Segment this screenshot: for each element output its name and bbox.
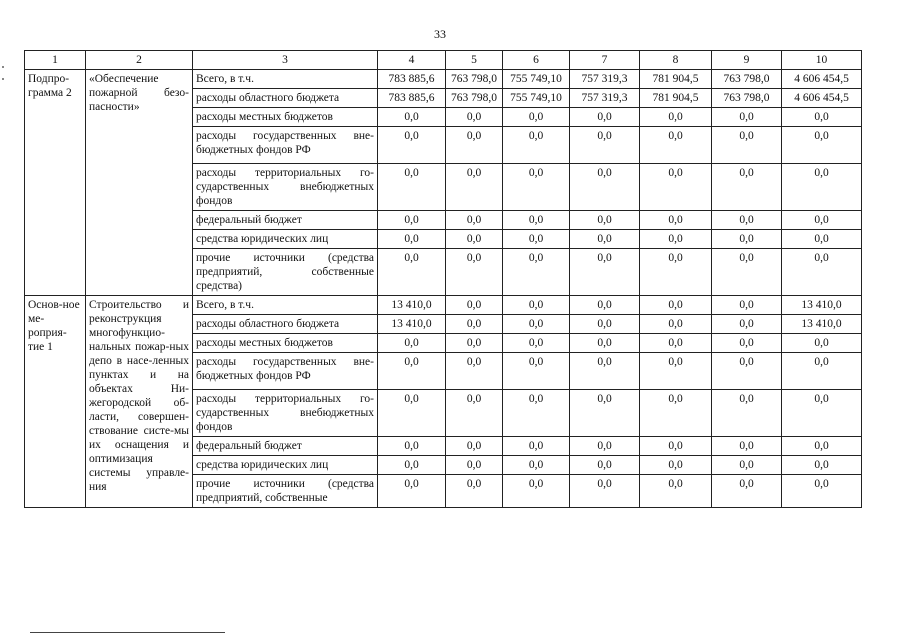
- value-cell: 0,0: [446, 390, 503, 437]
- program-name-cell: Строительство и реконструкция многофункцио-нальных пожар-ных депо в насе-ленных пунктах и на объектах Ни-жегородской об-ласти, совершен-ствование систе-мы их оснащения и оптимизация системы управле-ния: [86, 296, 193, 508]
- funding-source-cell: расходы местных бюджетов: [193, 334, 378, 353]
- value-cell: 0,0: [446, 475, 503, 508]
- value-cell: 781 904,5: [640, 70, 712, 89]
- funding-source-cell: расходы государственных вне-бюджетных фондов РФ: [193, 127, 378, 164]
- value-cell: 763 798,0: [446, 89, 503, 108]
- value-cell: 0,0: [503, 390, 570, 437]
- funding-source-cell: Всего, в т.ч.: [193, 296, 378, 315]
- value-cell: 0,0: [782, 230, 862, 249]
- value-cell: 0,0: [782, 456, 862, 475]
- value-cell: 0,0: [712, 296, 782, 315]
- value-cell: 0,0: [712, 249, 782, 296]
- program-code-cell: Подпро-грамма 2: [25, 70, 86, 296]
- funding-source-cell: расходы областного бюджета: [193, 315, 378, 334]
- value-cell: 0,0: [570, 437, 640, 456]
- value-cell: 763 798,0: [446, 70, 503, 89]
- funding-source-cell: федеральный бюджет: [193, 437, 378, 456]
- value-cell: 0,0: [503, 353, 570, 390]
- value-cell: 0,0: [570, 230, 640, 249]
- value-cell: 4 606 454,5: [782, 70, 862, 89]
- header-cell: 10: [782, 51, 862, 70]
- program-name-cell: «Обеспечение пожарной безо-пасности»: [86, 70, 193, 296]
- table-row: [25, 70, 862, 89]
- value-cell: 0,0: [570, 249, 640, 296]
- value-cell: 0,0: [503, 164, 570, 211]
- value-cell: 13 410,0: [378, 315, 446, 334]
- value-cell: 0,0: [712, 211, 782, 230]
- value-cell: 0,0: [782, 475, 862, 508]
- funding-source-cell: Всего, в т.ч.: [193, 70, 378, 89]
- value-cell: 0,0: [640, 437, 712, 456]
- value-cell: 0,0: [503, 211, 570, 230]
- value-cell: 0,0: [782, 390, 862, 437]
- value-cell: 0,0: [640, 475, 712, 508]
- program-code-cell: Основ-ное ме-роприя-тие 1: [25, 296, 86, 508]
- value-cell: 755 749,10: [503, 70, 570, 89]
- header-cell: 8: [640, 51, 712, 70]
- funding-source-cell: средства юридических лиц: [193, 230, 378, 249]
- value-cell: 0,0: [446, 230, 503, 249]
- value-cell: 4 606 454,5: [782, 89, 862, 108]
- value-cell: 0,0: [640, 390, 712, 437]
- value-cell: 0,0: [640, 230, 712, 249]
- value-cell: 0,0: [782, 353, 862, 390]
- value-cell: 0,0: [712, 230, 782, 249]
- value-cell: 783 885,6: [378, 70, 446, 89]
- value-cell: 763 798,0: [712, 70, 782, 89]
- value-cell: 0,0: [503, 108, 570, 127]
- value-cell: 0,0: [570, 108, 640, 127]
- value-cell: 783 885,6: [378, 89, 446, 108]
- value-cell: 0,0: [712, 127, 782, 164]
- value-cell: 763 798,0: [712, 89, 782, 108]
- value-cell: 0,0: [782, 211, 862, 230]
- value-cell: 0,0: [570, 164, 640, 211]
- header-cell: 4: [378, 51, 446, 70]
- funding-source-cell: прочие источники (средства предприятий, собственные: [193, 475, 378, 508]
- value-cell: 0,0: [378, 211, 446, 230]
- header-cell: 9: [712, 51, 782, 70]
- value-cell: 0,0: [378, 353, 446, 390]
- value-cell: 13 410,0: [378, 296, 446, 315]
- funding-source-cell: средства юридических лиц: [193, 456, 378, 475]
- value-cell: 13 410,0: [782, 296, 862, 315]
- value-cell: 0,0: [640, 334, 712, 353]
- header-cell: 5: [446, 51, 503, 70]
- value-cell: 0,0: [782, 108, 862, 127]
- value-cell: 0,0: [503, 296, 570, 315]
- value-cell: 0,0: [782, 437, 862, 456]
- value-cell: 0,0: [446, 127, 503, 164]
- funding-source-cell: расходы территориальных го-сударственных внебюджетных фондов: [193, 164, 378, 211]
- value-cell: 0,0: [378, 334, 446, 353]
- funding-source-cell: расходы территориальных го-сударственных внебюджетных фондов: [193, 390, 378, 437]
- scan-mark: [2, 78, 4, 80]
- value-cell: 0,0: [640, 315, 712, 334]
- value-cell: 0,0: [640, 164, 712, 211]
- value-cell: 0,0: [378, 164, 446, 211]
- value-cell: 0,0: [782, 164, 862, 211]
- funding-source-cell: прочие источники (средства предприятий, собственные средства): [193, 249, 378, 296]
- value-cell: 0,0: [570, 456, 640, 475]
- value-cell: 0,0: [446, 296, 503, 315]
- value-cell: 757 319,3: [570, 89, 640, 108]
- value-cell: 0,0: [503, 230, 570, 249]
- funding-source-cell: федеральный бюджет: [193, 211, 378, 230]
- header-cell: 2: [86, 51, 193, 70]
- value-cell: 0,0: [378, 437, 446, 456]
- value-cell: 0,0: [446, 353, 503, 390]
- value-cell: 0,0: [446, 456, 503, 475]
- value-cell: 0,0: [712, 456, 782, 475]
- footer-rule: [30, 632, 225, 633]
- value-cell: 0,0: [712, 164, 782, 211]
- value-cell: 0,0: [782, 334, 862, 353]
- value-cell: 0,0: [503, 334, 570, 353]
- value-cell: 0,0: [378, 230, 446, 249]
- value-cell: 0,0: [378, 475, 446, 508]
- value-cell: 0,0: [378, 127, 446, 164]
- table-row: [25, 296, 862, 315]
- page-number: 33: [434, 27, 446, 41]
- value-cell: 0,0: [570, 296, 640, 315]
- header-row: [25, 51, 862, 70]
- value-cell: 0,0: [503, 475, 570, 508]
- value-cell: 0,0: [378, 390, 446, 437]
- value-cell: 0,0: [446, 108, 503, 127]
- table-body: [25, 70, 862, 508]
- value-cell: 0,0: [503, 127, 570, 164]
- value-cell: 0,0: [712, 108, 782, 127]
- value-cell: 0,0: [503, 456, 570, 475]
- value-cell: 781 904,5: [640, 89, 712, 108]
- value-cell: 0,0: [446, 211, 503, 230]
- value-cell: 0,0: [378, 249, 446, 296]
- scan-mark: [2, 66, 4, 68]
- value-cell: 0,0: [570, 475, 640, 508]
- value-cell: 0,0: [782, 249, 862, 296]
- value-cell: 0,0: [570, 334, 640, 353]
- value-cell: 0,0: [570, 211, 640, 230]
- value-cell: 0,0: [503, 249, 570, 296]
- budget-table: [24, 50, 862, 508]
- value-cell: 0,0: [446, 334, 503, 353]
- value-cell: 0,0: [503, 437, 570, 456]
- value-cell: 0,0: [782, 127, 862, 164]
- value-cell: 0,0: [446, 315, 503, 334]
- value-cell: 0,0: [503, 315, 570, 334]
- value-cell: 13 410,0: [782, 315, 862, 334]
- value-cell: 0,0: [712, 390, 782, 437]
- value-cell: 0,0: [570, 353, 640, 390]
- header-cell: 6: [503, 51, 570, 70]
- value-cell: 0,0: [640, 127, 712, 164]
- value-cell: 0,0: [640, 211, 712, 230]
- value-cell: 0,0: [446, 437, 503, 456]
- value-cell: 0,0: [712, 334, 782, 353]
- value-cell: 0,0: [640, 249, 712, 296]
- funding-source-cell: расходы государственных вне-бюджетных фондов РФ: [193, 353, 378, 390]
- value-cell: 0,0: [712, 353, 782, 390]
- header-cell: 7: [570, 51, 640, 70]
- value-cell: 0,0: [446, 249, 503, 296]
- header-cell: 3: [193, 51, 378, 70]
- header-cell: 1: [25, 51, 86, 70]
- funding-source-cell: расходы местных бюджетов: [193, 108, 378, 127]
- value-cell: 0,0: [712, 315, 782, 334]
- value-cell: 0,0: [570, 390, 640, 437]
- value-cell: 0,0: [570, 127, 640, 164]
- value-cell: 0,0: [640, 108, 712, 127]
- value-cell: 0,0: [446, 164, 503, 211]
- value-cell: 0,0: [640, 456, 712, 475]
- value-cell: 0,0: [712, 475, 782, 508]
- value-cell: 757 319,3: [570, 70, 640, 89]
- value-cell: 0,0: [640, 353, 712, 390]
- value-cell: 0,0: [640, 296, 712, 315]
- value-cell: 0,0: [712, 437, 782, 456]
- value-cell: 755 749,10: [503, 89, 570, 108]
- funding-source-cell: расходы областного бюджета: [193, 89, 378, 108]
- value-cell: 0,0: [378, 456, 446, 475]
- value-cell: 0,0: [378, 108, 446, 127]
- value-cell: 0,0: [570, 315, 640, 334]
